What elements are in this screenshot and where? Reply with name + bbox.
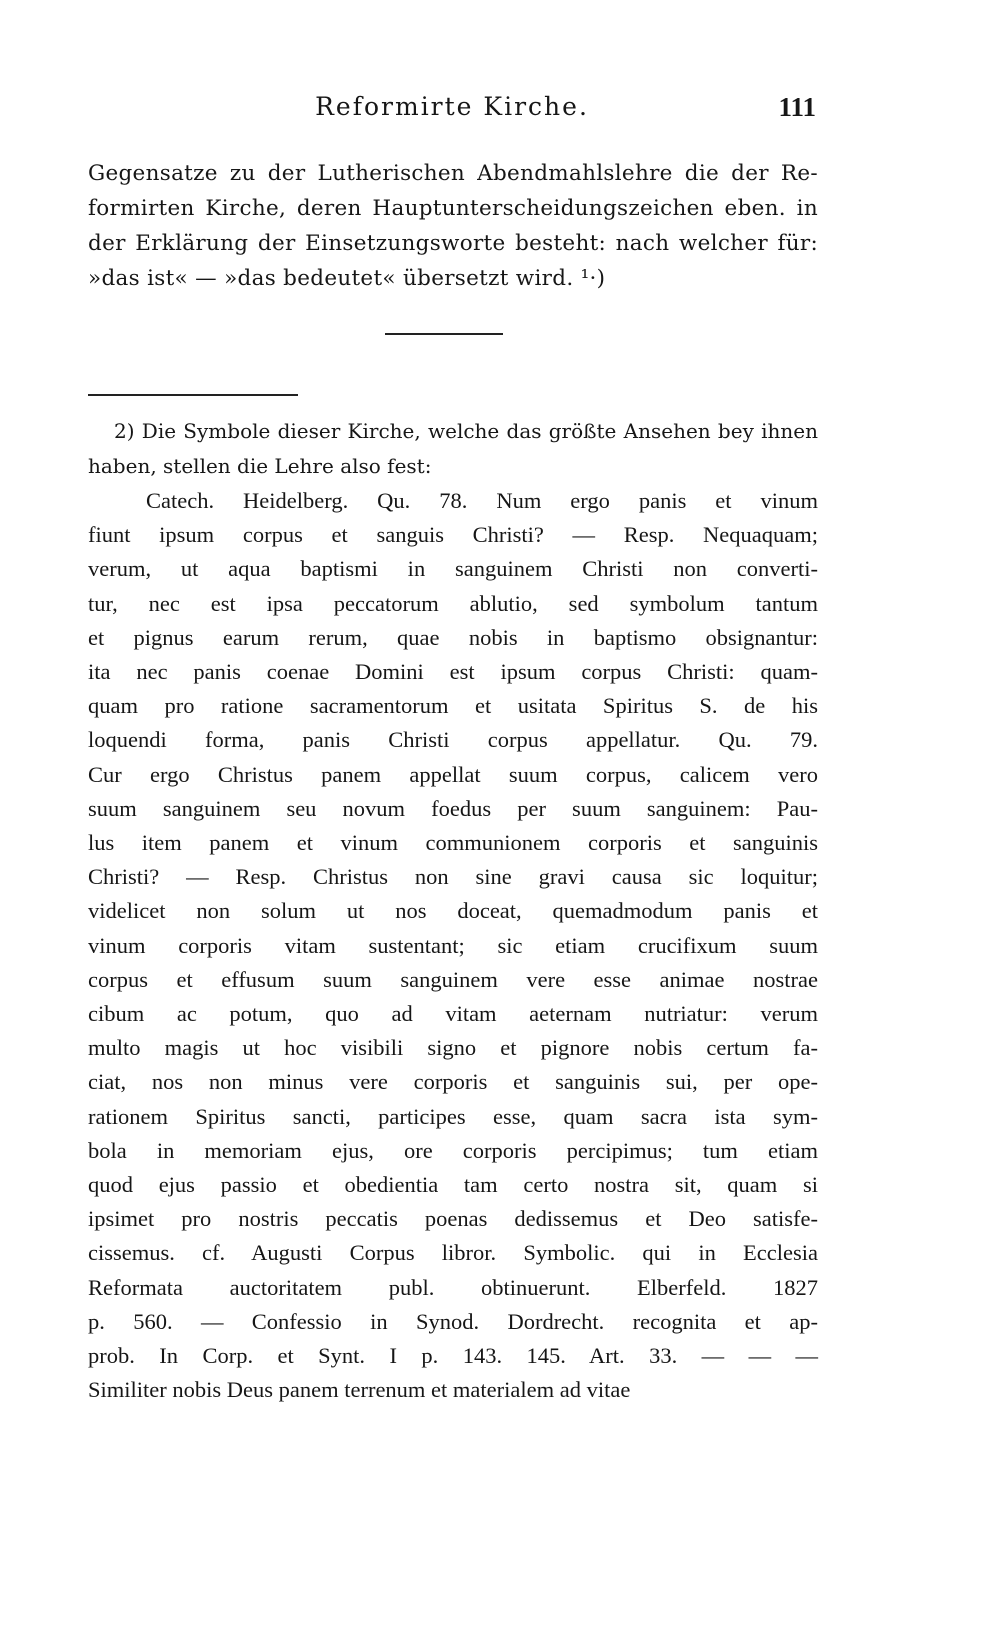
footnote-line: 2) Die Symbole dieser Kirche, welche das größte Ansehen bey ihnen: [114, 419, 818, 443]
latin-quotation: [88, 484, 818, 1407]
page-header: [88, 92, 816, 132]
latin-line: quam pro ratione sacramentorum et usitata Spiritus S. de his: [88, 693, 818, 719]
text-line: der Erklärung der Einsetzungsworte besteht: nach welcher für:: [88, 231, 818, 256]
latin-line: Similiter nobis Deus panem terrenum et materialem ad vitae: [88, 1377, 631, 1403]
latin-line: cissemus. cf. Augusti Corpus libror. Symbolic. qui in Ecclesia: [88, 1240, 818, 1266]
footnote: [88, 414, 818, 484]
text-line: »das ist« — »das bedeutet« übersetzt wird. ¹·): [88, 266, 606, 291]
latin-line: tur, nec est ipsa peccatorum ablutio, sed symbolum tantum: [88, 590, 818, 616]
latin-line: verum, ut aqua baptismi in sanguinem Christi non converti-: [88, 556, 818, 582]
page-number: 111: [778, 92, 816, 122]
latin-line: Christi? — Resp. Christus non sine gravi causa sic loquitur;: [88, 864, 818, 890]
latin-line: loquendi forma, panis Christi corpus appellatur. Qu. 79.: [88, 727, 818, 753]
latin-line: ipsimet pro nostris peccatis poenas dedissemus et Deo satisfe-: [88, 1206, 818, 1232]
latin-line: corpus et effusum suum sanguinem vere esse animae nostrae: [88, 966, 818, 992]
latin-line: suum sanguinem seu novum foedus per suum sanguinem: Pau-: [88, 795, 818, 821]
latin-line: rationem Spiritus sancti, participes esse, quam sacra ista sym-: [88, 1103, 818, 1129]
latin-line: bola in memoriam ejus, ore corporis percipimus; tum etiam: [88, 1137, 818, 1163]
latin-line: ciat, nos non minus vere corporis et sanguinis sui, per ope-: [88, 1069, 818, 1095]
text-line: Gegensatze zu der Lutherischen Abendmahlslehre die der Re-: [88, 161, 818, 186]
latin-line: ita nec panis coenae Domini est ipsum corpus Christi: quam-: [88, 659, 818, 685]
footnote-rule: [88, 394, 298, 396]
latin-line: lus item panem et vinum communionem corporis et sanguinis: [88, 830, 818, 856]
latin-line: quod ejus passio et obedientia tam certo nostra sit, quam si: [88, 1172, 818, 1198]
latin-line: vinum corporis vitam sustentant; sic etiam crucifixum suum: [88, 932, 818, 958]
latin-line: p. 560. — Confessio in Synod. Dordrecht. recognita et ap-: [88, 1308, 818, 1334]
footnote-line: haben, stellen die Lehre also fest:: [88, 454, 432, 478]
section-divider: [385, 333, 503, 335]
latin-line: prob. In Corp. et Synt. I p. 143. 145. Art. 33. — — —: [88, 1343, 818, 1369]
main-paragraph: [88, 156, 818, 296]
latin-line: multo magis ut hoc visibili signo et pignore nobis certum fa-: [88, 1035, 818, 1061]
latin-line: Catech. Heidelberg. Qu. 78. Num ergo panis et vinum: [146, 488, 818, 513]
text-line: formirten Kirche, deren Hauptunterscheidungszeichen eben. in: [88, 196, 818, 221]
latin-line: et pignus earum rerum, quae nobis in baptismo obsignantur:: [88, 624, 818, 650]
latin-line: Cur ergo Christus panem appellat suum corpus, calicem vero: [88, 761, 818, 787]
latin-line: cibum ac potum, quo ad vitam aeternam nutriatur: verum: [88, 1001, 818, 1027]
running-head: Reformirte Kirche.: [315, 92, 589, 121]
latin-line: videlicet non solum ut nos doceat, quemadmodum panis et: [88, 898, 818, 924]
latin-line: Reformata auctoritatem publ. obtinuerunt. Elberfeld. 1827: [88, 1274, 818, 1300]
latin-line: fiunt ipsum corpus et sanguis Christi? — Resp. Nequaquam;: [88, 522, 818, 548]
